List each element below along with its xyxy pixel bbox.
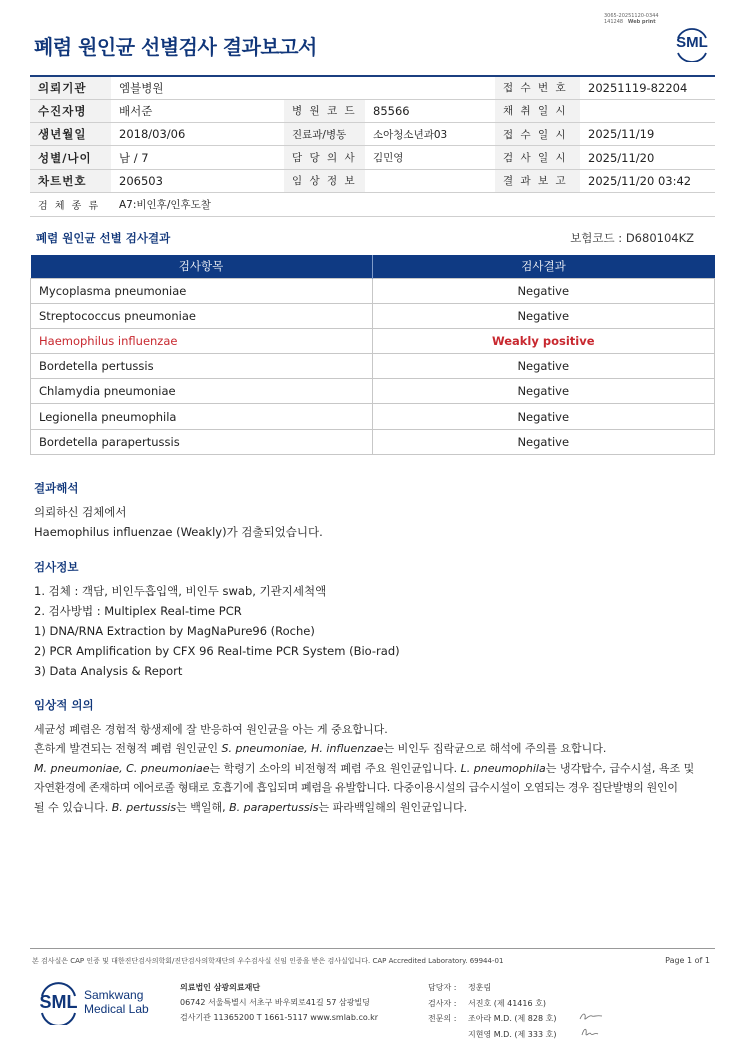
table-row bbox=[31, 354, 715, 379]
info-label: 접 수 번 호 bbox=[495, 76, 580, 99]
staff-list bbox=[428, 980, 556, 1042]
clinical-line: M. pneumoniae, C. pneumoniae는 학령기 소아의 비전형적 폐렴 주요 원인균입니다. L. pneumophila는 냉각탑수, 급수시설, 욕조 및 bbox=[34, 761, 695, 775]
info-label: 담 당 의 사 bbox=[284, 146, 365, 169]
document-code: 3065-20251120-0344 141248 Web print bbox=[604, 13, 659, 25]
test-result: Negative bbox=[372, 354, 714, 379]
info-value bbox=[365, 169, 495, 192]
test-result: Negative bbox=[372, 379, 714, 404]
footer-divider bbox=[30, 948, 715, 949]
sml-logo: SML bbox=[672, 26, 712, 62]
info-label: 접 수 일 시 bbox=[495, 123, 580, 146]
info-value: 2025/11/20 03:42 bbox=[580, 169, 715, 192]
test-item: Bordetella parapertussis bbox=[31, 429, 373, 454]
patient-info-table bbox=[30, 75, 715, 217]
info-label: 생년월일 bbox=[30, 123, 111, 146]
staff-row: 담당자 : 정훈림 bbox=[428, 983, 492, 992]
clinical-line: 흔하게 발견되는 전형적 폐렴 원인균인 S. pneumoniae, H. influenzae는 비인두 집락균으로 해석에 주의를 요합니다. bbox=[34, 742, 607, 755]
info-label: 결 과 보 고 bbox=[495, 169, 580, 192]
info-value bbox=[284, 76, 365, 99]
info-value bbox=[365, 76, 495, 99]
column-header-result: 검사결과 bbox=[372, 255, 714, 278]
test-info-line: 2) PCR Amplification by CFX 96 Real-time PCR System (Bio-rad) bbox=[34, 644, 400, 658]
results-section-title: 폐렴 원인균 선별 검사결과 bbox=[36, 231, 171, 245]
info-label: 의뢰기관 bbox=[30, 76, 111, 99]
info-value: 2025/11/20 bbox=[580, 146, 715, 169]
company-name: Samkwang Medical Lab bbox=[84, 988, 149, 1016]
staff-row: 전문의 : 조아라 M.D. (제 828 호) bbox=[428, 1014, 557, 1023]
test-item: Legionella pneumophila bbox=[31, 404, 373, 429]
info-value: 20251119-82204 bbox=[580, 76, 715, 99]
info-label: 병 원 코 드 bbox=[284, 99, 365, 122]
test-item: Haemophilus influenzae bbox=[31, 328, 373, 353]
info-label: 차트번호 bbox=[30, 169, 111, 192]
table-row-positive bbox=[31, 328, 715, 353]
info-row bbox=[30, 76, 715, 99]
test-result: Negative bbox=[372, 429, 714, 454]
info-label: 검 체 종 류 bbox=[30, 192, 111, 216]
test-result: Negative bbox=[372, 404, 714, 429]
info-row bbox=[30, 99, 715, 122]
signature-image bbox=[578, 1010, 604, 1024]
info-value: 김민영 bbox=[365, 146, 495, 169]
table-row bbox=[31, 429, 715, 454]
info-value: 2025/11/19 bbox=[580, 123, 715, 146]
test-info-line: 1. 검체 : 객담, 비인두흡입액, 비인두 swab, 기관지세척액 bbox=[34, 584, 327, 598]
page-number: Page 1 of 1 bbox=[665, 956, 710, 965]
table-row bbox=[31, 379, 715, 404]
insurance-code: 보험코드 : D680104KZ bbox=[570, 231, 694, 245]
interpretation-line: 의뢰하신 검체에서 bbox=[34, 505, 127, 519]
info-label: 검 사 일 시 bbox=[495, 146, 580, 169]
test-result: Negative bbox=[372, 303, 714, 328]
interpretation-section bbox=[34, 478, 323, 542]
interpretation-line: Haemophilus influenzae (Weakly)가 검출되었습니다. bbox=[34, 525, 323, 539]
info-value: 배서준 bbox=[111, 99, 284, 122]
footer-sml-logo: SML bbox=[36, 980, 81, 1025]
clinical-line: 될 수 있습니다. B. pertussis는 백일해, B. parapertussis는 파라백일해의 원인균입니다. bbox=[34, 800, 468, 814]
info-label: 임 상 정 보 bbox=[284, 169, 365, 192]
info-value: 2018/03/06 bbox=[111, 123, 284, 146]
clinical-section bbox=[34, 696, 714, 817]
test-info-section bbox=[34, 557, 400, 681]
table-row bbox=[31, 278, 715, 303]
test-info-line: 2. 검사방법 : Multiplex Real-time PCR bbox=[34, 604, 242, 618]
info-label: 성별/나이 bbox=[30, 146, 111, 169]
test-info-line: 1) DNA/RNA Extraction by MagNaPure96 (Roche) bbox=[34, 624, 315, 638]
info-value bbox=[580, 99, 715, 122]
info-value: 엠블병원 bbox=[111, 76, 284, 99]
staff-row: 검사자 : 서진호 (제 41416 호) bbox=[428, 998, 546, 1008]
info-row bbox=[30, 169, 715, 192]
column-header-item: 검사항목 bbox=[31, 255, 373, 278]
report-title: 폐렴 원인균 선별검사 결과보고서 bbox=[34, 35, 317, 59]
results-header bbox=[31, 255, 715, 278]
info-row bbox=[30, 146, 715, 169]
interpretation-title: 결과해석 bbox=[34, 481, 79, 495]
info-label: 수진자명 bbox=[30, 99, 111, 122]
info-label: 진료과/병동 bbox=[284, 123, 365, 146]
clinical-line: 자연환경에 존재하며 에어로졸 형태로 호흡기에 흡입되며 폐렴을 유발합니다. 다중이용시설의 급수시설이 오염되는 경우 집단발병의 원인이 bbox=[34, 781, 678, 794]
table-row bbox=[31, 303, 715, 328]
test-info-line: 3) Data Analysis & Report bbox=[34, 664, 183, 678]
test-item: Chlamydia pneumoniae bbox=[31, 379, 373, 404]
test-info-title: 검사정보 bbox=[34, 560, 79, 574]
clinical-title: 임상적 의의 bbox=[34, 698, 94, 712]
info-value: 소아청소년과03 bbox=[365, 123, 495, 146]
test-result: Weakly positive bbox=[372, 328, 714, 353]
table-row bbox=[31, 404, 715, 429]
company-address: 의료법인 삼광의료재단 06742 서울특별시 서초구 바우뫼로41길 57 삼광빌딩 검사기관 11365200 T 1661-5117 www.smlab.co.kr bbox=[180, 983, 379, 1022]
info-row-specimen bbox=[30, 192, 715, 216]
info-value: 206503 bbox=[111, 169, 284, 192]
accreditation-note: 본 검사실은 CAP 인증 및 대한진단검사의학회/진단검사의학재단의 우수검사실 신임 인증을 받은 검사실입니다. CAP Accredited Laboratory. 69944-01 bbox=[32, 957, 504, 965]
info-value: 남 / 7 bbox=[111, 146, 284, 169]
signature-image bbox=[578, 1025, 604, 1039]
staff-row: 지현영 M.D. (제 333 호) bbox=[468, 1029, 557, 1039]
info-value: A7:비인후/인후도찰 bbox=[111, 192, 715, 216]
test-item: Bordetella pertussis bbox=[31, 354, 373, 379]
info-value: 85566 bbox=[365, 99, 495, 122]
results-table bbox=[30, 255, 715, 455]
info-label: 채 취 일 시 bbox=[495, 99, 580, 122]
clinical-line: 세균성 폐렴은 경험적 항생제에 잘 반응하여 원인균을 아는 게 중요합니다. bbox=[34, 722, 388, 736]
test-item: Streptococcus pneumoniae bbox=[31, 303, 373, 328]
test-result: Negative bbox=[372, 278, 714, 303]
test-item: Mycoplasma pneumoniae bbox=[31, 278, 373, 303]
info-row bbox=[30, 123, 715, 146]
